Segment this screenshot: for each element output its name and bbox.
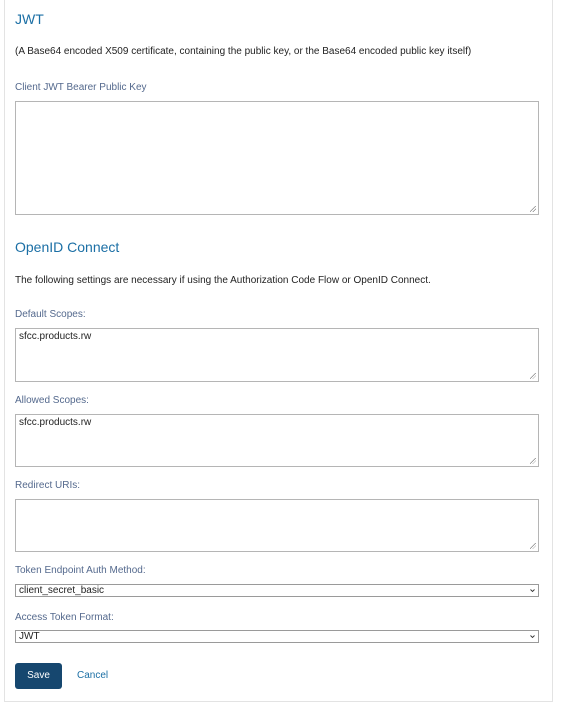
chevron-down-icon [530,634,535,639]
chevron-down-icon [530,588,535,593]
public-key-label: Client JWT Bearer Public Key [15,82,147,93]
jwt-section-title: JWT [15,11,44,27]
access-token-selected-value: JWT [19,631,40,642]
allowed-scopes-label: Allowed Scopes: [15,395,89,406]
default-scopes-label: Default Scopes: [15,309,86,320]
access-token-label: Access Token Format: [15,612,114,623]
public-key-textarea[interactable] [15,101,539,215]
openid-description: The following settings are necessary if using the Authorization Code Flow or OpenID Connect. [15,275,431,286]
redirect-uris-label: Redirect URIs: [15,480,81,491]
token-auth-label: Token Endpoint Auth Method: [15,565,146,576]
openid-section-title: OpenID Connect [15,239,120,255]
redirect-uris-textarea[interactable] [15,499,539,552]
jwt-description: (A Base64 encoded X509 certificate, containing the public key, or the Base64 encoded public key itself) [15,46,472,57]
cancel-link[interactable]: Cancel [77,670,109,681]
default-scopes-textarea[interactable] [15,328,539,382]
token-auth-select[interactable] [15,584,539,597]
allowed-scopes-textarea[interactable] [15,414,539,467]
token-auth-selected-value: client_secret_basic [19,585,105,596]
access-token-select[interactable] [15,630,539,643]
save-button[interactable]: Save [15,663,62,689]
